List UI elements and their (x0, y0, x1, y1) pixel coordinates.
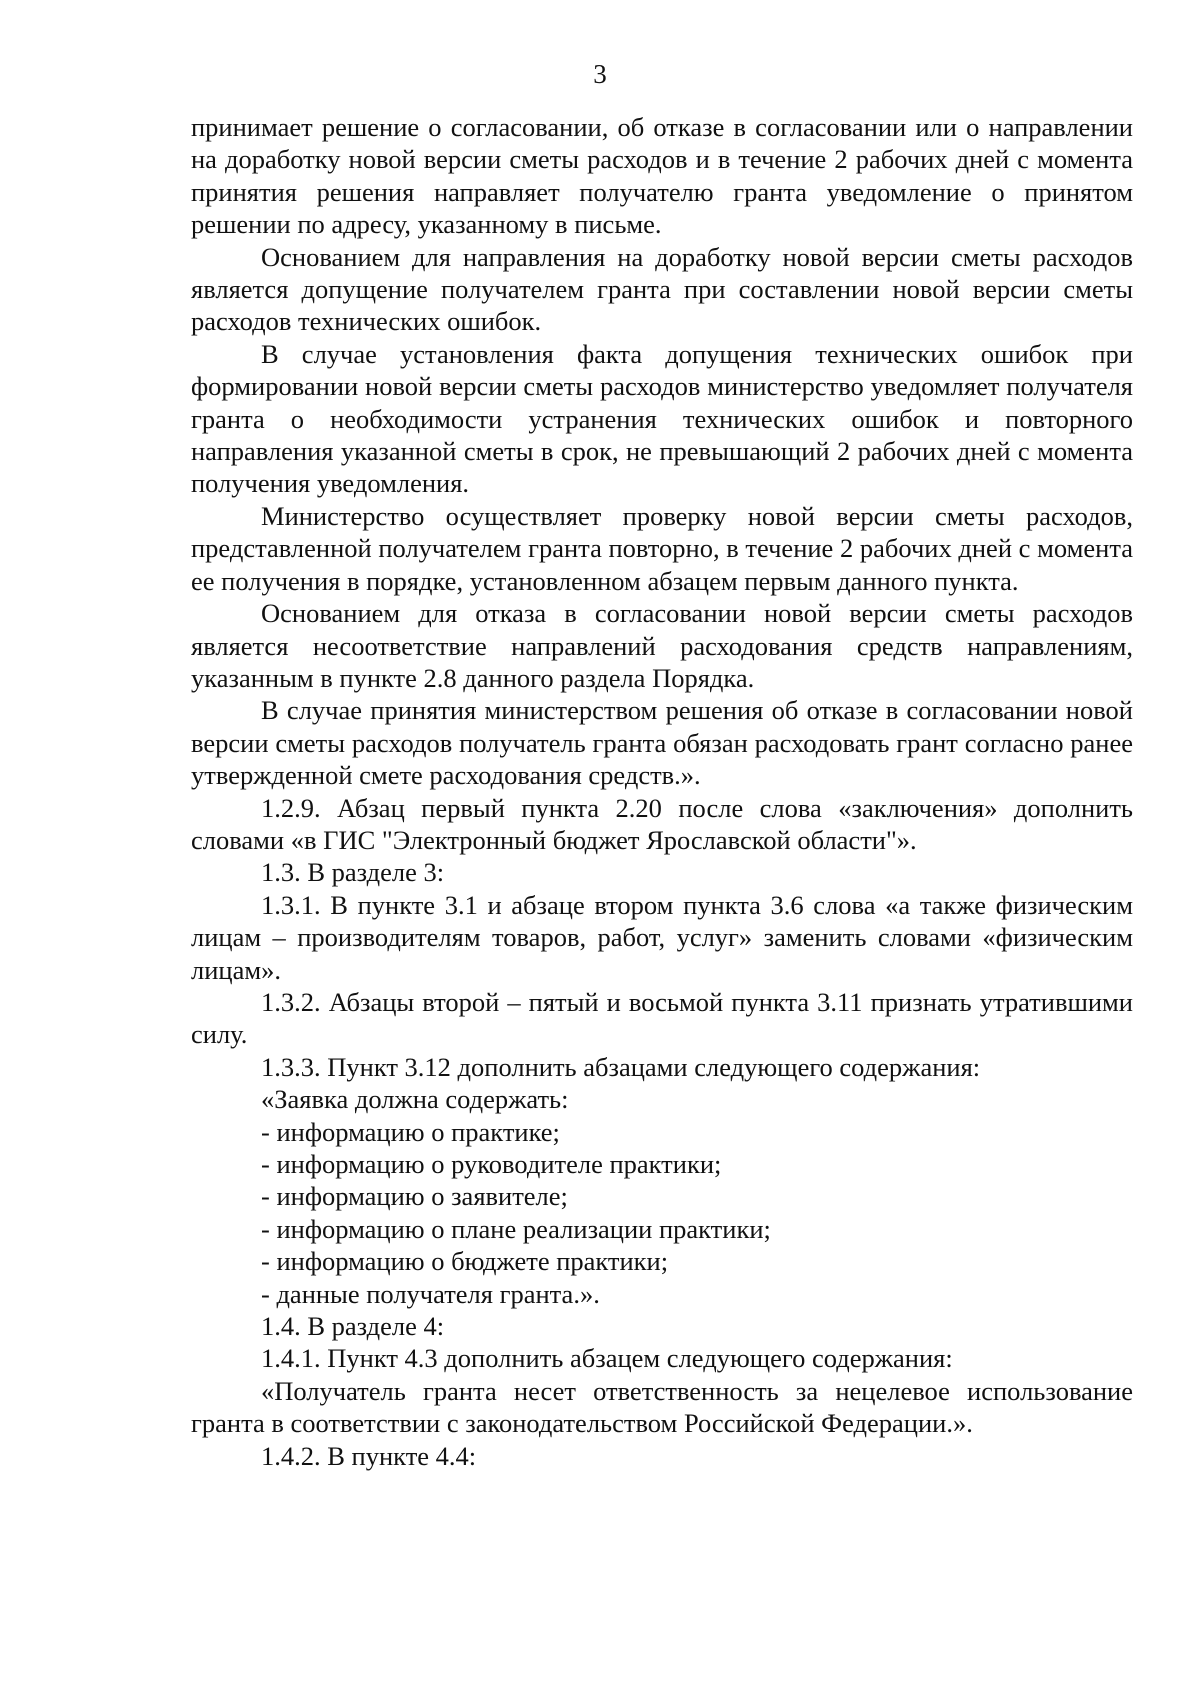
list-item: - информацию о практике; (261, 1116, 560, 1147)
paragraph: В случае установления факта допущения технических ошибок при формировании новой версии сметы расходов министерство уведомляет получателя гранта о необходимости устранения технических ошибок и повторного направления указанной сметы в срок, не превышающий 2 рабочих дней с момента получения уведомления. (191, 338, 1133, 499)
list-item: - данные получателя гранта.». (261, 1278, 600, 1309)
list-item: - информацию о заявителе; (261, 1181, 568, 1212)
paragraph-continuation: принимает решение о согласовании, об отказе в согласовании или о направлении на доработку новой версии сметы расходов и в течение 2 рабочих дней с момента принятия решения направляет получателю гранта уведомление о принятом решении по адресу, указанному в письме. (191, 112, 1133, 240)
clause-1-4-2: 1.4.2. В пункте 4.4: (261, 1440, 477, 1471)
document-body (191, 111, 1133, 1472)
paragraph: Основанием для отказа в согласовании новой версии сметы расходов является несоответствие направлений расходования средств направлениям, указанным в пункте 2.8 данного раздела Порядка. (191, 598, 1133, 693)
clause-1-3-3: 1.3.3. Пункт 3.12 дополнить абзацами следующего содержания: (261, 1051, 981, 1082)
paragraph: Министерство осуществляет проверку новой версии сметы расходов, представленной получателем гранта повторно, в течение 2 рабочих дней с момента ее получения в порядке, установленном абзацем первым данного пункта. (191, 500, 1133, 596)
paragraph: Основанием для направления на доработку новой версии сметы расходов является допущение получателем гранта при составлении новой версии сметы расходов технических ошибок. (191, 241, 1133, 337)
clause-1-3-1: 1.3.1. В пункте 3.1 и абзаце втором пункта 3.6 слова «а также физическим лицам – производителям товаров, работ, услуг» заменить словами «физическим лицам». (191, 889, 1133, 985)
clause-1-3-2: 1.3.2. Абзацы второй – пятый и восьмой пункта 3.11 признать утратившими силу. (191, 986, 1133, 1050)
list-item: - информацию о плане реализации практики; (261, 1213, 771, 1244)
page-number: 3 (593, 59, 607, 89)
paragraph: В случае принятия министерством решения об отказе в согласовании новой версии сметы расходов получатель гранта обязан расходовать грант согласно ранее утвержденной смете расходования средств.». (191, 695, 1133, 791)
quote-intro: «Заявка должна содержать: (261, 1084, 569, 1115)
quote-paragraph: «Получатель гранта несет ответственность за нецелевое использование гранта в соответствии с законодательством Российской Федерации.». (191, 1375, 1133, 1439)
clause-1-4-heading: 1.4. В разделе 4: (261, 1311, 445, 1342)
list-item: - информацию о бюджете практики; (261, 1246, 669, 1277)
clause-1-4-1: 1.4.1. Пункт 4.3 дополнить абзацем следующего содержания: (261, 1343, 953, 1374)
clause-1-2-9: 1.2.9. Абзац первый пункта 2.20 после слова «заключения» дополнить словами «в ГИС "Электронный бюджет Ярославской области"». (191, 792, 1133, 855)
list-item: - информацию о руководителе практики; (261, 1149, 722, 1179)
clause-1-3-heading: 1.3. В разделе 3: (261, 857, 445, 888)
